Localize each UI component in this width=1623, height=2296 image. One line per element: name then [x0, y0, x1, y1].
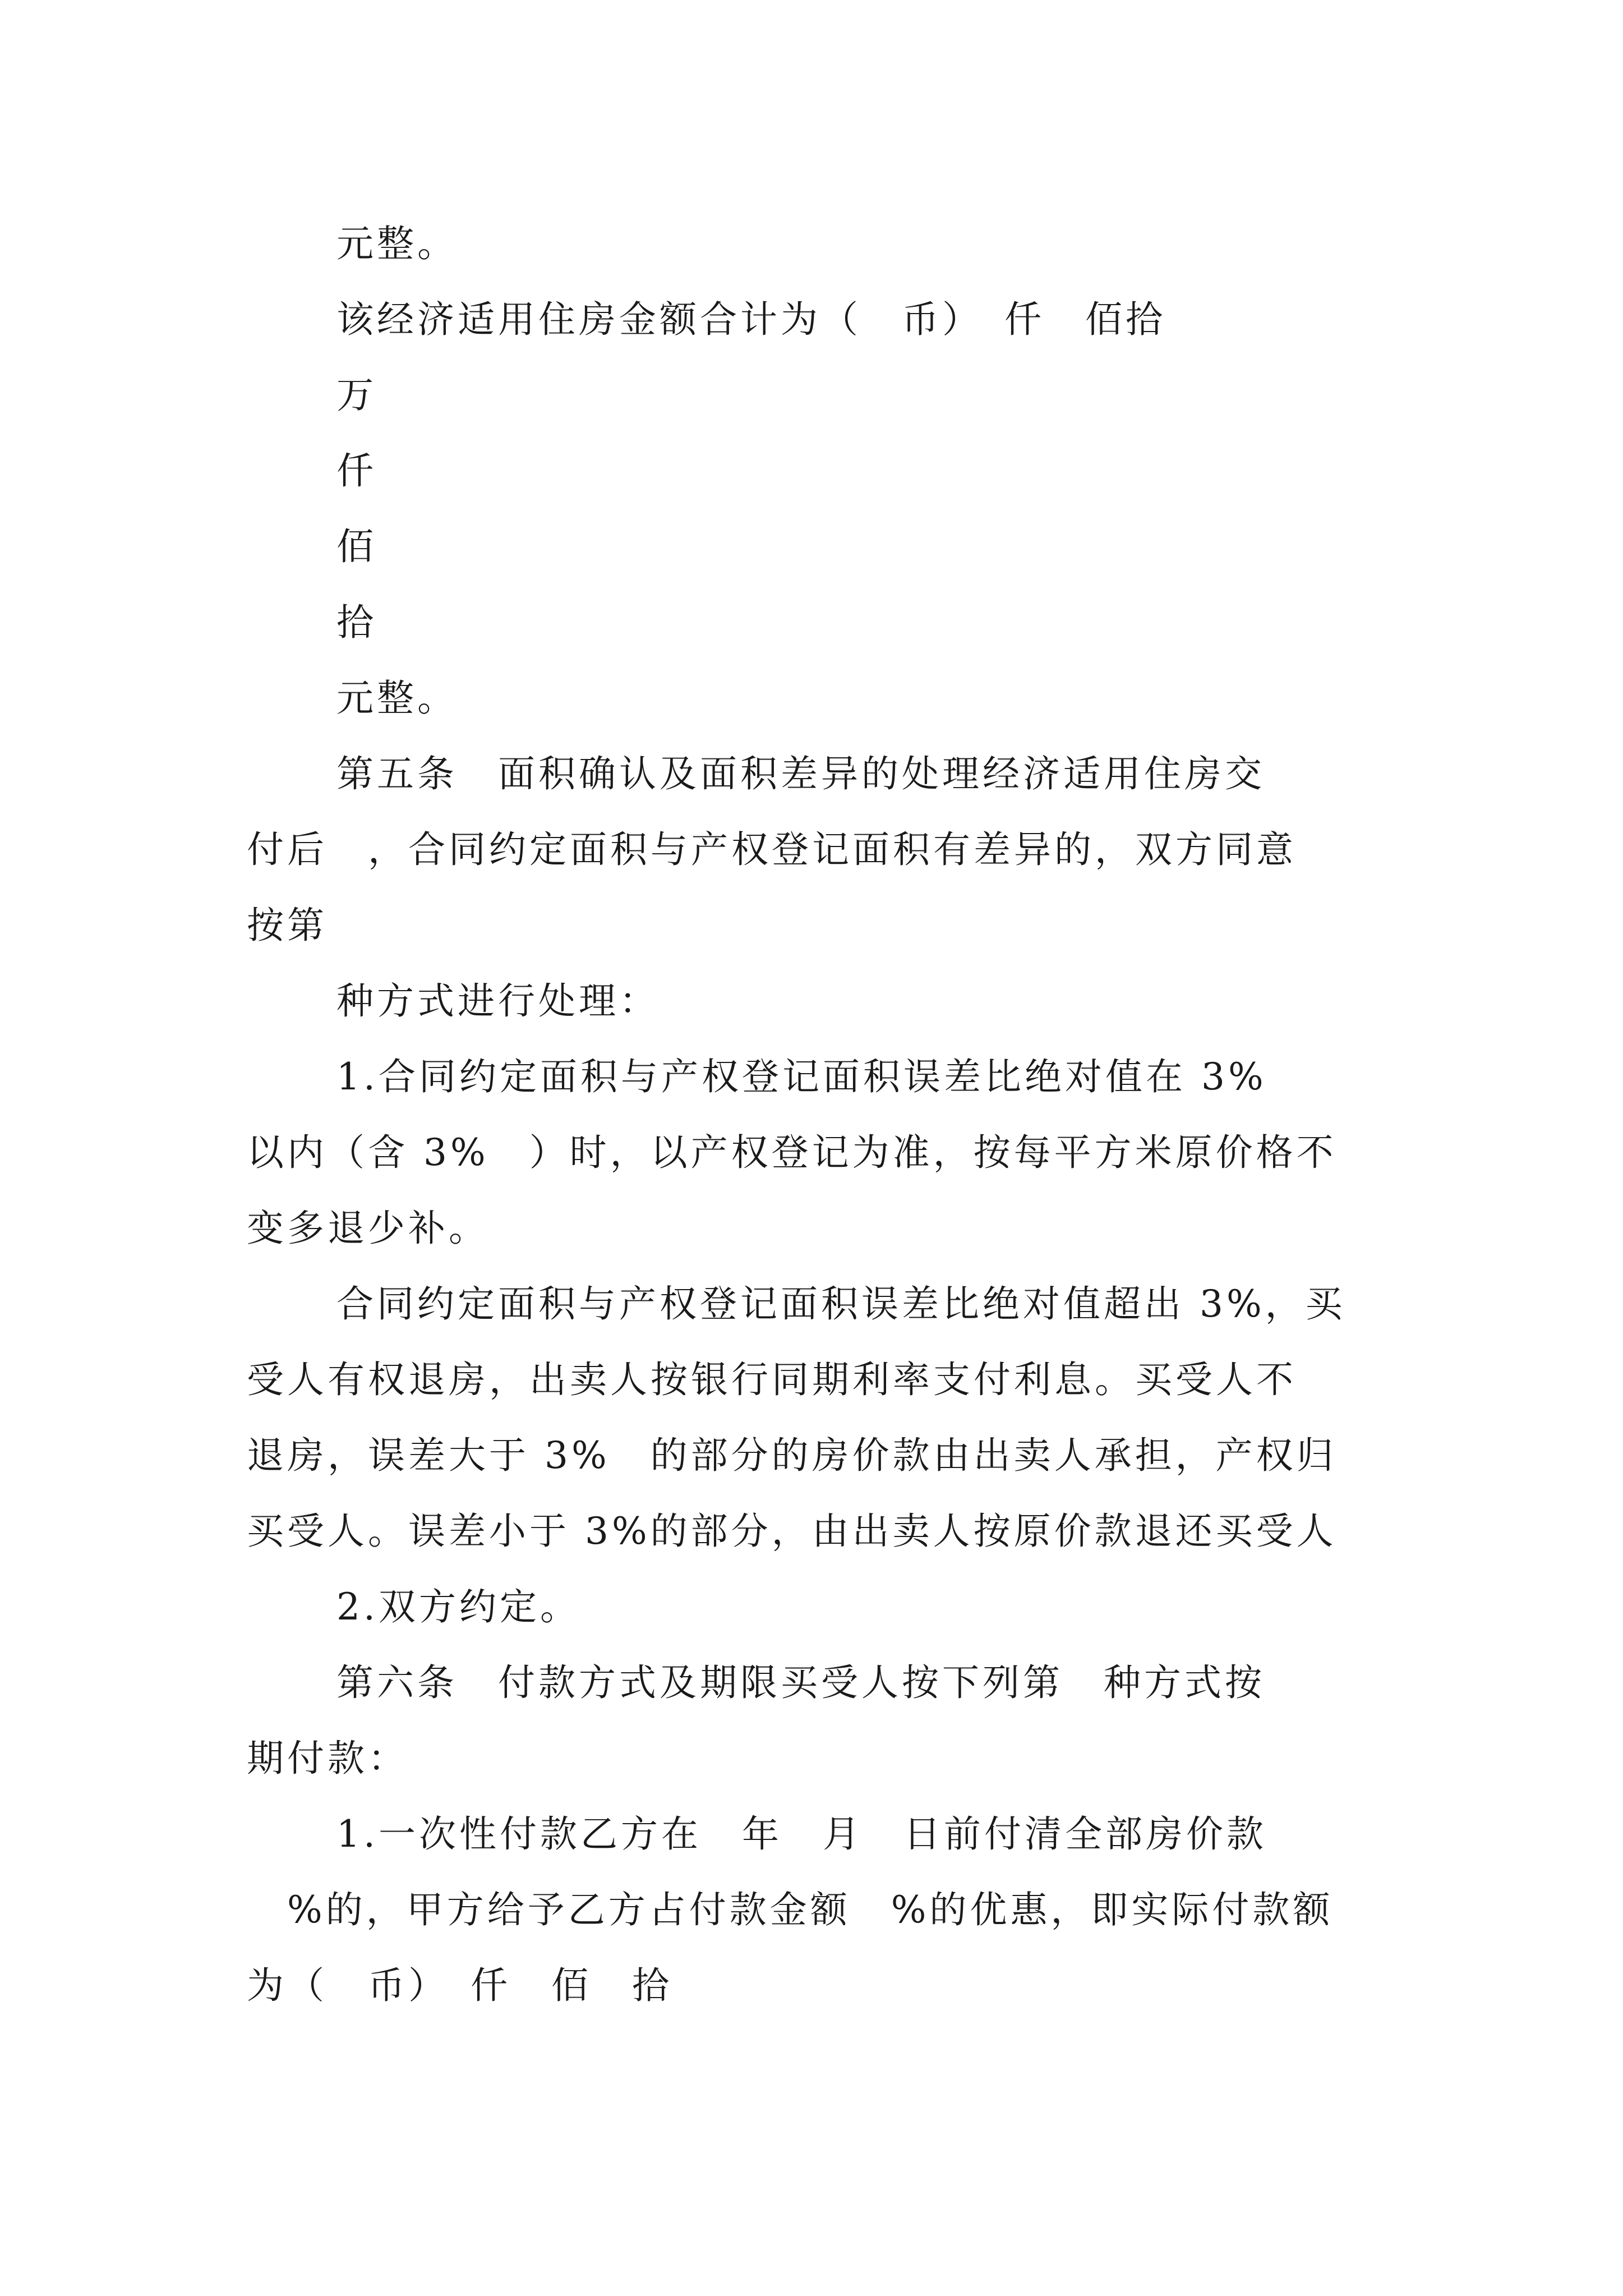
text-line: 该经济适用住房金额合计为（ 币） 仟 佰拾 — [336, 298, 1166, 341]
text-line: 按第 — [247, 904, 328, 947]
text-line: 万 — [336, 374, 377, 417]
text-line: 付后 ，合同约定面积与产权登记面积有差异的，双方同意 — [247, 828, 1297, 871]
text-line: 合同约定面积与产权登记面积误差比绝对值超出 3%，买 — [336, 1282, 1346, 1326]
text-line: 买受人。误差小于 3%的部分，由出卖人按原价款退还买受人 — [247, 1510, 1337, 1553]
text-line: 期付款： — [247, 1737, 408, 1780]
text-line: 退房，误差大于 3% 的部分的房价款由出卖人承担，产权归 — [247, 1434, 1337, 1477]
text-line: 1.合同约定面积与产权登记面积误差比绝对值在 3% — [336, 1055, 1267, 1098]
text-line: %的，甲方给予乙方占付款金额 %的优惠，即实际付款额 — [247, 1888, 1334, 1931]
text-line: 1.一次性付款乙方在 年 月 日前付清全部房价款 — [336, 1812, 1267, 1856]
text-line: 变多退少补。 — [247, 1207, 489, 1250]
text-line: 为（ 币） 仟 佰 拾 — [247, 1964, 672, 2007]
text-line: 2.双方约定。 — [336, 1585, 580, 1628]
text-line: 元整。 — [336, 222, 458, 265]
text-line: 受人有权退房，出卖人按银行同期利率支付利息。买受人不 — [247, 1358, 1297, 1401]
text-line: 仟 — [336, 449, 377, 493]
text-line: 以内（含 3% ）时，以产权登记为准，按每平方米原价格不 — [247, 1131, 1337, 1174]
text-line: 拾 — [336, 601, 377, 644]
text-line: 元整。 — [336, 677, 458, 720]
text-line: 种方式进行处理： — [336, 979, 660, 1023]
text-line: 第六条 付款方式及期限买受人按下列第 种方式按 — [336, 1661, 1265, 1704]
text-line: 第五条 面积确认及面积差异的处理经济适用住房交 — [336, 752, 1265, 795]
text-line: 佰 — [336, 525, 377, 568]
